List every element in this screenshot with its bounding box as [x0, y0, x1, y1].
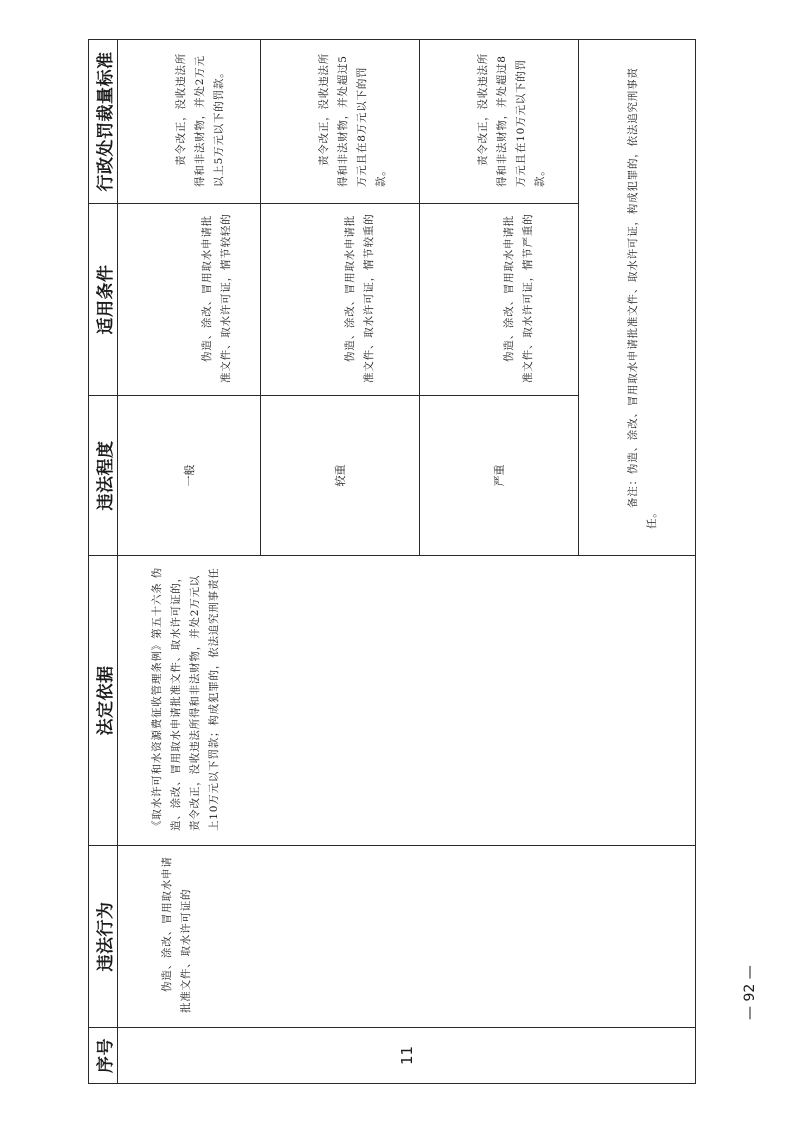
- row-act-text: 伪造、涂改、冒用取水申请批准文件、取水许可证的: [161, 856, 192, 1013]
- level-condition: 伪造、涂改、冒用取水申请批准文件、取水许可证，情节较轻的: [201, 213, 232, 383]
- level-serious-degree-cell: [261, 396, 420, 556]
- penalty-discretion-table: [88, 39, 696, 1084]
- level-standard: 责令改正，没收违法所得和非法财物，并处2万元以上5万元以下的罚款。: [175, 53, 225, 187]
- header-act: 违法行为: [89, 846, 118, 1028]
- row-seq: 11: [397, 1045, 416, 1066]
- header-degree: 违法程度: [89, 396, 118, 556]
- level-severe-standard-cell: [420, 40, 579, 204]
- level-serious-standard-cell: [261, 40, 420, 204]
- level-general-condition-cell: [118, 204, 261, 396]
- header-seq: 序号: [89, 1028, 118, 1084]
- level-general-degree-cell: [118, 396, 261, 556]
- row-basis-text: 《取水许可和水资源费征收管理条例》第五十六条 伪造、涂改、冒用取水申请批准文件、取水许可证的，责令改正，没收违法所得和非法财物，并处2万元以上10万元以下罚款；构成犯罪的，依法追究刑事责任: [151, 566, 220, 831]
- level-serious-condition-cell: [261, 204, 420, 396]
- row-basis-cell: [118, 556, 696, 846]
- level-degree: 严重: [493, 464, 506, 487]
- table-row: [118, 40, 261, 1084]
- row-seq-cell: [118, 1028, 696, 1084]
- note-text: 备注：伪造、涂改、冒用取水申请批准文件、取水许可证，构成犯罪的，依法追究刑事责任。: [627, 67, 658, 529]
- note-cell: [579, 40, 696, 556]
- level-condition: 伪造、涂改、冒用取水申请批准文件、取水许可证，情节严重的: [503, 213, 534, 383]
- header-basis: 法定依据: [89, 556, 118, 846]
- level-severe-degree-cell: [420, 396, 579, 556]
- row-act-cell: [118, 846, 696, 1028]
- level-standard: 责令改正，没收违法所得和非法财物，并处超过5万元且在8万元以下的罚款。: [318, 53, 387, 187]
- level-standard: 责令改正，没收违法所得和非法财物，并处超过8万元且在10万元以下的罚款。: [477, 53, 546, 187]
- header-standard: 行政处罚裁量标准: [89, 40, 118, 204]
- level-condition: 伪造、涂改、冒用取水申请批准文件、取水许可证，情节较重的: [344, 213, 375, 383]
- level-general-standard-cell: [118, 40, 261, 204]
- page-number: — 92 —: [742, 965, 758, 1020]
- level-severe-condition-cell: [420, 204, 579, 396]
- level-degree: 一般: [183, 464, 196, 487]
- table-header-row: [89, 40, 118, 1084]
- rotated-table-wrapper: [88, 40, 696, 1084]
- header-condition: 适用条件: [89, 204, 118, 396]
- level-degree: 较重: [334, 464, 347, 487]
